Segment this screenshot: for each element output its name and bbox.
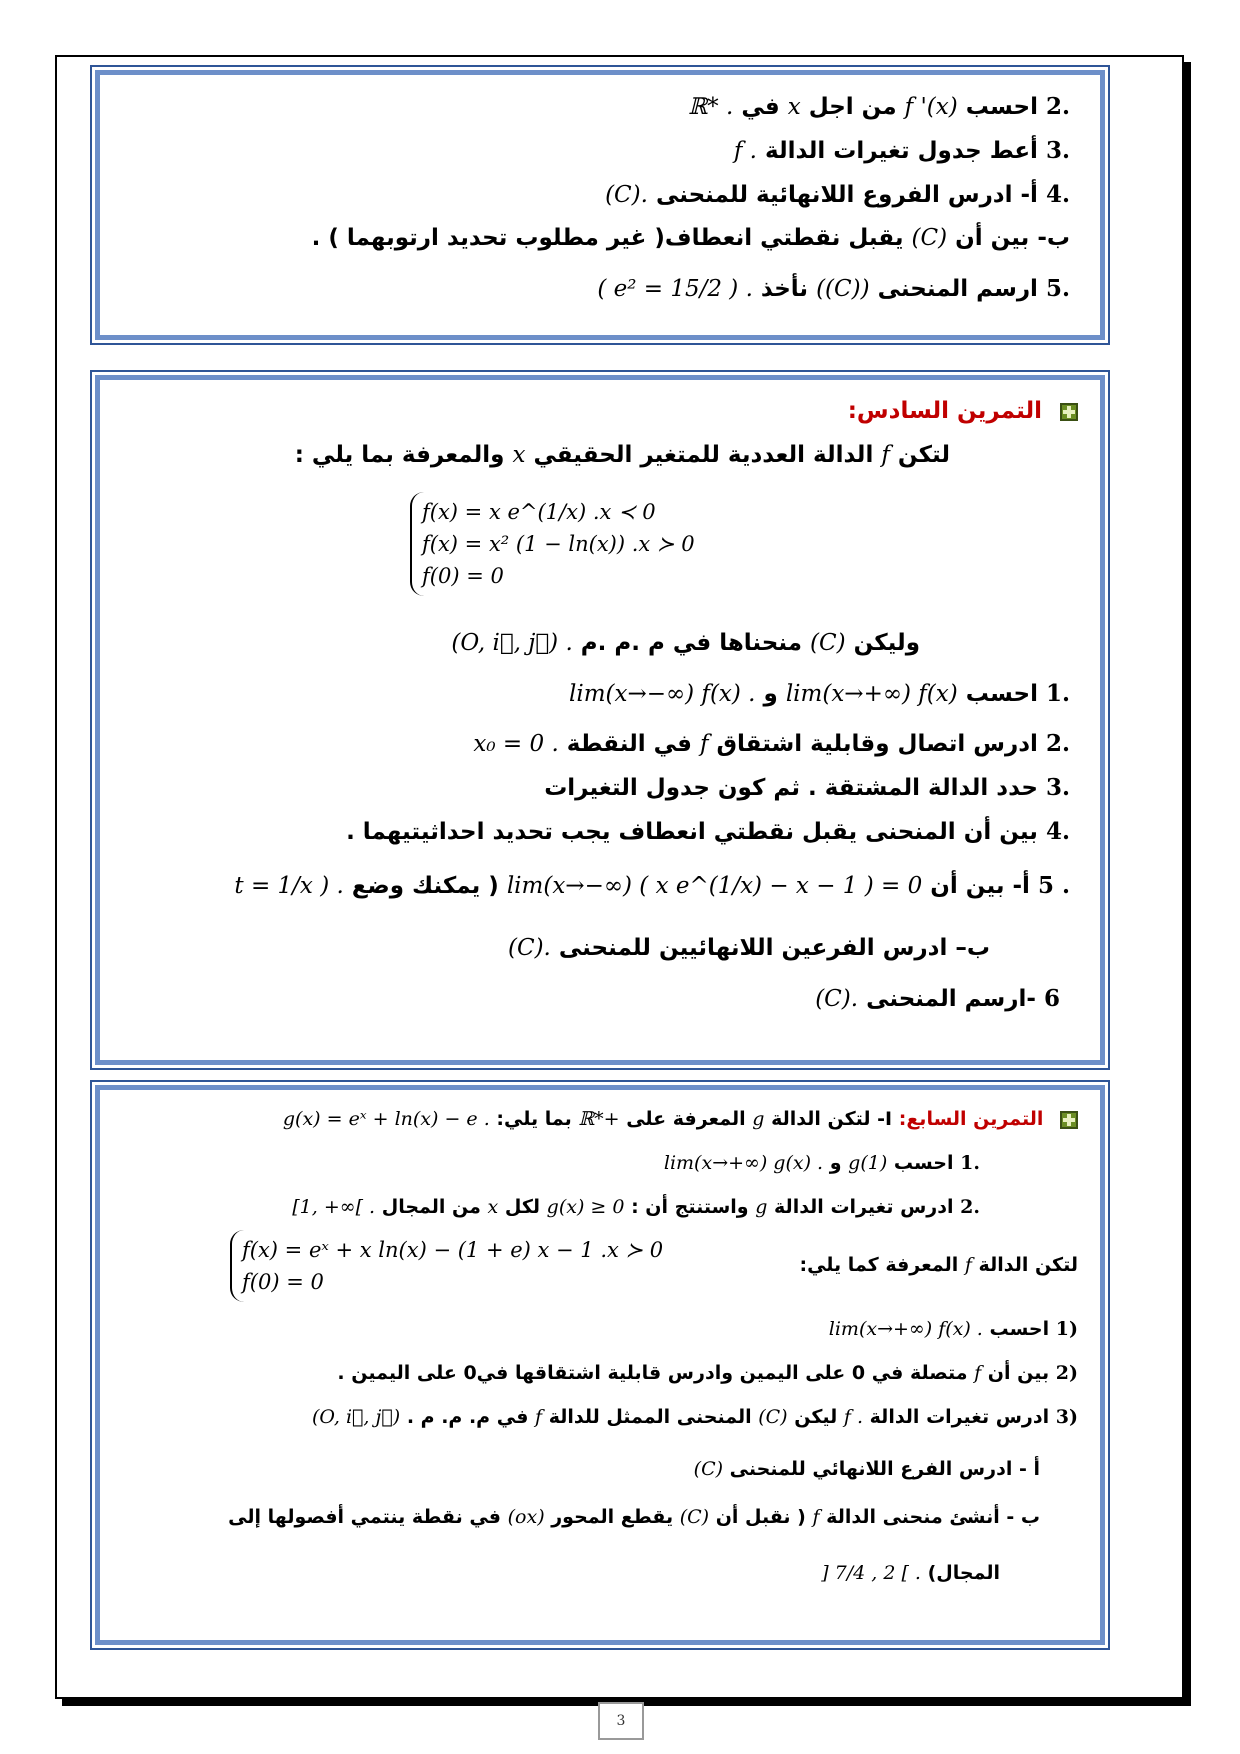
ex7-part-3: (3 ادرس تغيرات الدالة f . ليكن (C) المنحنى الممثل للدالة f في م. م. م . (O, i⃗, j⃗) (311, 1406, 1078, 1428)
question-4a: .4 أ- ادرس الفروع اللانهائية للمنحنى (C). (605, 181, 1070, 208)
ex6-question-5a: . 5 أ- بين أن lim(x→−∞) ( x e^(1/x) − x − 1 ) = 0 ( يمكنك وضع t = 1/x ) . (234, 872, 1070, 899)
ex6-question-1: .1 احسب lim(x→+∞) f(x) و lim(x→−∞) f(x) . (568, 680, 1070, 707)
exercise-continuation-box (95, 70, 1105, 340)
ex6-question-2: .2 ادرس اتصال وقابلية اشتقاق f في النقطة x₀ = 0 . (473, 730, 1070, 757)
exercise-6-box (95, 375, 1105, 1065)
ex7-question-2: .2 ادرس تغيرات الدالة g واستنتج أن : g(x) ≥ 0 لكل x من المجال [1, +∞[ . (292, 1196, 980, 1218)
ex6-question-5b: ب– ادرس الفرعين اللانهائيين للمنحنى (C). (508, 935, 990, 961)
ex6-question-4: .4 بين أن المنحنى يقبل نقطتي انعطاف يجب تحديد احداثيتيهما . (346, 818, 1070, 845)
question-4b: ب- بين أن (C) يقبل نقطتي انعطاف( غير مطلوب تحديد ارتوبهما ) . (311, 225, 1070, 251)
exercise-6-title: التمرين السادس: (848, 398, 1078, 424)
ex7-part-3c: المجال) ] 7/4 , 2 [ . (821, 1562, 1000, 1584)
piecewise-definition-f: f(x) = x e^(1/x) .x ≺ 0 f(x) = x² (1 − ln(x)) .x ≻ 0 f(0) = 0 (410, 492, 695, 596)
ex7-part-1: (1 احسب lim(x→+∞) f(x) . (828, 1318, 1078, 1340)
question-3: .3 أعط جدول تغيرات الدالة f . (733, 137, 1070, 164)
question-2: .2 احسب f '(x) من اجل x في ℝ* . (688, 93, 1070, 120)
ex7-f-definition-label: لتكن الدالة f المعرفة كما يلي: (799, 1254, 1078, 1276)
ex7-part-2: (2 بين أن f متصلة في 0 على اليمين وادرس قابلية اشتقاقها في0 على اليمين . (337, 1362, 1078, 1384)
ex6-question-3: .3 حدد الدالة المشتقة . ثم كون جدول التغيرات (544, 774, 1070, 801)
ex7-question-1: .1 احسب g(1) و lim(x→+∞) g(x) . (663, 1152, 980, 1174)
ex6-question-6: 6 -ارسم المنحنى (C). (815, 985, 1060, 1012)
ex7-part-3b: ب - أنشئ منحنى الدالة f ( نقبل أن (C) يقطع المحور (ox) في نقطة ينتمي أفصولها إلى (228, 1506, 1040, 1528)
piecewise-definition-f2: f(x) = eˣ + x ln(x) − (1 + e) x − 1 .x ≻ 0 f(0) = 0 (230, 1230, 663, 1302)
question-5: .5 ارسم المنحنى ((C)) نأخذ ( e² = 15/2 ) . (597, 275, 1070, 302)
bullet-square-icon (1060, 1111, 1078, 1129)
curve-definition: وليكن (C) منحناها في م .م .م (O, i⃗, j⃗) . (451, 630, 920, 656)
bullet-square-icon (1060, 403, 1078, 421)
exercise-7-intro: التمرين السابع: I- لتكن الدالة g المعرفة على ℝ*+ بما يلي: g(x) = eˣ + ln(x) − e . (283, 1108, 1078, 1130)
exercise-7-box (95, 1085, 1105, 1645)
ex7-part-3a: أ - ادرس الفرع اللانهائي للمنحنى (C) (693, 1458, 1040, 1480)
page-number: 3 (598, 1702, 644, 1740)
exercise-6-intro: لتكن f الدالة العددية للمتغير الحقيقي x والمعرفة بما يلي : (294, 442, 950, 468)
